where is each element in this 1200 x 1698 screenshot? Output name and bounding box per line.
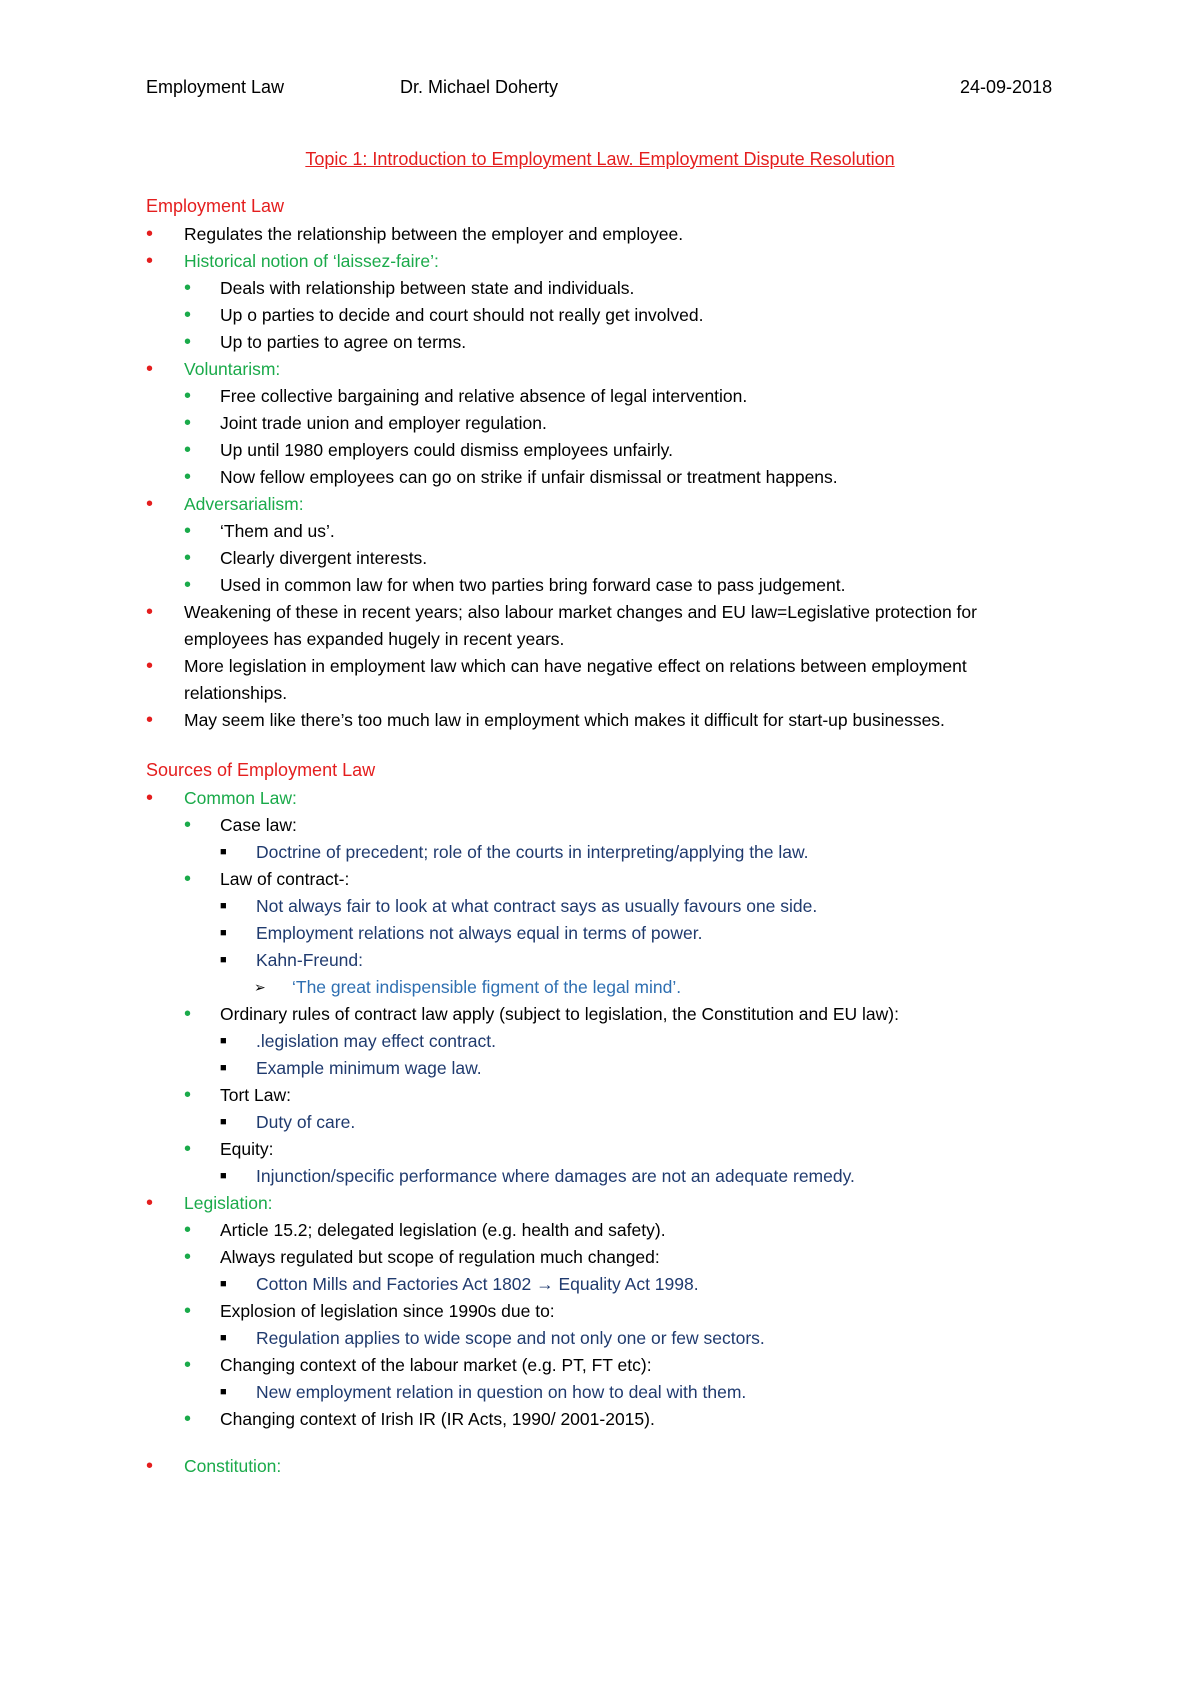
- header-lecturer: Dr. Michael Doherty: [400, 77, 559, 97]
- list-item: ■ New employment relation in question on how to deal with them.: [146, 1379, 1046, 1406]
- list-item: • Changing context of Irish IR (IR Acts, 1990/ 2001-2015).: [146, 1406, 1046, 1433]
- red-bullet-icon: •: [146, 787, 154, 809]
- document-body: [146, 194, 1046, 1480]
- list-item: • ‘Them and us’.: [146, 518, 1046, 545]
- list-item: • Explosion of legislation since 1990s due to:: [146, 1298, 1046, 1325]
- list-item: • Now fellow employees can go on strike if unfair dismissal or treatment happens.: [146, 464, 1046, 491]
- list-item: • More legislation in employment law which can have negative effect on relations between employment relationships.: [146, 655, 967, 703]
- list-item: ■ Regulation applies to wide scope and not only one or few sectors.: [146, 1325, 1046, 1352]
- list-item: • Up until 1980 employers could dismiss employees unfairly.: [146, 437, 1046, 464]
- list-item: • Adversarialism:: [146, 491, 1046, 518]
- green-bullet-icon: •: [184, 814, 192, 836]
- spacer: [146, 1433, 1046, 1453]
- green-bullet-icon: •: [184, 331, 192, 353]
- list-item: • Tort Law:: [146, 1082, 1046, 1109]
- square-bullet-icon: ■: [220, 927, 227, 939]
- green-bullet-icon: •: [184, 277, 192, 299]
- list-item: ■ Not always fair to look at what contract says as usually favours one side.: [146, 893, 1046, 920]
- green-bullet-icon: •: [184, 1219, 192, 1241]
- section-heading-employment-law: Employment Law: [146, 196, 285, 216]
- square-bullet-icon: ■: [220, 1170, 227, 1182]
- square-bullet-icon: ■: [220, 1386, 227, 1398]
- list-item: ➢ ‘The great indispensible figment of the legal mind’.: [146, 974, 1046, 1001]
- red-bullet-icon: •: [146, 1455, 154, 1477]
- list-item: ■ Employment relations not always equal in terms of power.: [146, 920, 1046, 947]
- green-bullet-icon: •: [184, 385, 192, 407]
- green-bullet-icon: •: [184, 412, 192, 434]
- list-item: ■ Duty of care.: [146, 1109, 1046, 1136]
- red-bullet-icon: •: [146, 493, 154, 515]
- list-item: ■ Example minimum wage law.: [146, 1055, 1046, 1082]
- list-item: • Up o parties to decide and court should not really get involved.: [146, 302, 1046, 329]
- square-bullet-icon: ■: [220, 1035, 227, 1047]
- list-item: • Article 15.2; delegated legislation (e.g. health and safety).: [146, 1217, 1046, 1244]
- list-item: ■ Cotton Mills and Factories Act 1802 → Equality Act 1998.: [146, 1271, 1046, 1298]
- green-bullet-icon: •: [184, 1138, 192, 1160]
- square-bullet-icon: ■: [220, 1278, 227, 1290]
- list-item: • Joint trade union and employer regulation.: [146, 410, 1046, 437]
- green-bullet-icon: •: [184, 868, 192, 890]
- list-item: ■ Doctrine of precedent; role of the courts in interpreting/applying the law.: [146, 839, 1046, 866]
- red-bullet-icon: •: [146, 358, 154, 380]
- list-item: • Always regulated but scope of regulation much changed:: [146, 1244, 1046, 1271]
- red-bullet-icon: •: [146, 709, 154, 731]
- list-item: • Clearly divergent interests.: [146, 545, 1046, 572]
- list-item: • Free collective bargaining and relative absence of legal intervention.: [146, 383, 1046, 410]
- red-bullet-icon: •: [146, 655, 154, 677]
- green-bullet-icon: •: [184, 547, 192, 569]
- list-item: • Weakening of these in recent years; also labour market changes and EU law=Legislative protection for employees has expanded hugely in recent years.: [146, 601, 977, 649]
- green-bullet-icon: •: [184, 520, 192, 542]
- green-bullet-icon: •: [184, 1408, 192, 1430]
- list-item: • Deals with relationship between state and individuals.: [146, 275, 1046, 302]
- green-bullet-icon: •: [184, 466, 192, 488]
- red-bullet-icon: •: [146, 601, 154, 623]
- square-bullet-icon: ■: [220, 1116, 227, 1128]
- green-bullet-icon: •: [184, 1300, 192, 1322]
- green-bullet-icon: •: [184, 439, 192, 461]
- square-bullet-icon: ■: [220, 1332, 227, 1344]
- green-bullet-icon: •: [184, 1246, 192, 1268]
- list-item: • Equity:: [146, 1136, 1046, 1163]
- list-item: • Common Law:: [146, 785, 1046, 812]
- list-item: • Used in common law for when two parties bring forward case to pass judgement.: [146, 572, 1046, 599]
- list-item: ■ .legislation may effect contract.: [146, 1028, 1046, 1055]
- list-item: • Case law:: [146, 812, 1046, 839]
- list-item: • Voluntarism:: [146, 356, 1046, 383]
- red-bullet-icon: •: [146, 250, 154, 272]
- document-title: Topic 1: Introduction to Employment Law. Employment Dispute Resolution: [305, 149, 895, 169]
- spacer: [146, 734, 1046, 758]
- list-item: • Legislation:: [146, 1190, 1046, 1217]
- list-item: • Up to parties to agree on terms.: [146, 329, 1046, 356]
- list-item: ■ Injunction/specific performance where damages are not an adequate remedy.: [146, 1163, 1046, 1190]
- square-bullet-icon: ■: [220, 954, 227, 966]
- list-item: • Regulates the relationship between the employer and employee.: [146, 221, 1046, 248]
- red-bullet-icon: •: [146, 223, 154, 245]
- square-bullet-icon: ■: [220, 1062, 227, 1074]
- green-bullet-icon: •: [184, 574, 192, 596]
- list-item: • Constitution:: [146, 1453, 1046, 1480]
- header-date: 24-09-2018: [960, 77, 1053, 97]
- list-item: • Ordinary rules of contract law apply (subject to legislation, the Constitution and EU law):: [146, 1001, 1046, 1028]
- section-heading-sources: Sources of Employment Law: [146, 760, 376, 780]
- green-bullet-icon: •: [184, 1084, 192, 1106]
- square-bullet-icon: ■: [220, 846, 227, 858]
- list-item: • Historical notion of ‘laissez-faire’:: [146, 248, 1046, 275]
- arrow-bullet-icon: ➢: [254, 979, 266, 995]
- list-item: • Changing context of the labour market (e.g. PT, FT etc):: [146, 1352, 1046, 1379]
- header-course: Employment Law: [146, 77, 285, 97]
- green-bullet-icon: •: [184, 1354, 192, 1376]
- green-bullet-icon: •: [184, 1003, 192, 1025]
- list-item: ■ Kahn-Freund:: [146, 947, 1046, 974]
- list-item: • May seem like there’s too much law in employment which makes it difficult for start-up businesses.: [146, 707, 1046, 734]
- red-bullet-icon: •: [146, 1192, 154, 1214]
- list-item: • Law of contract-:: [146, 866, 1046, 893]
- green-bullet-icon: •: [184, 304, 192, 326]
- square-bullet-icon: ■: [220, 900, 227, 912]
